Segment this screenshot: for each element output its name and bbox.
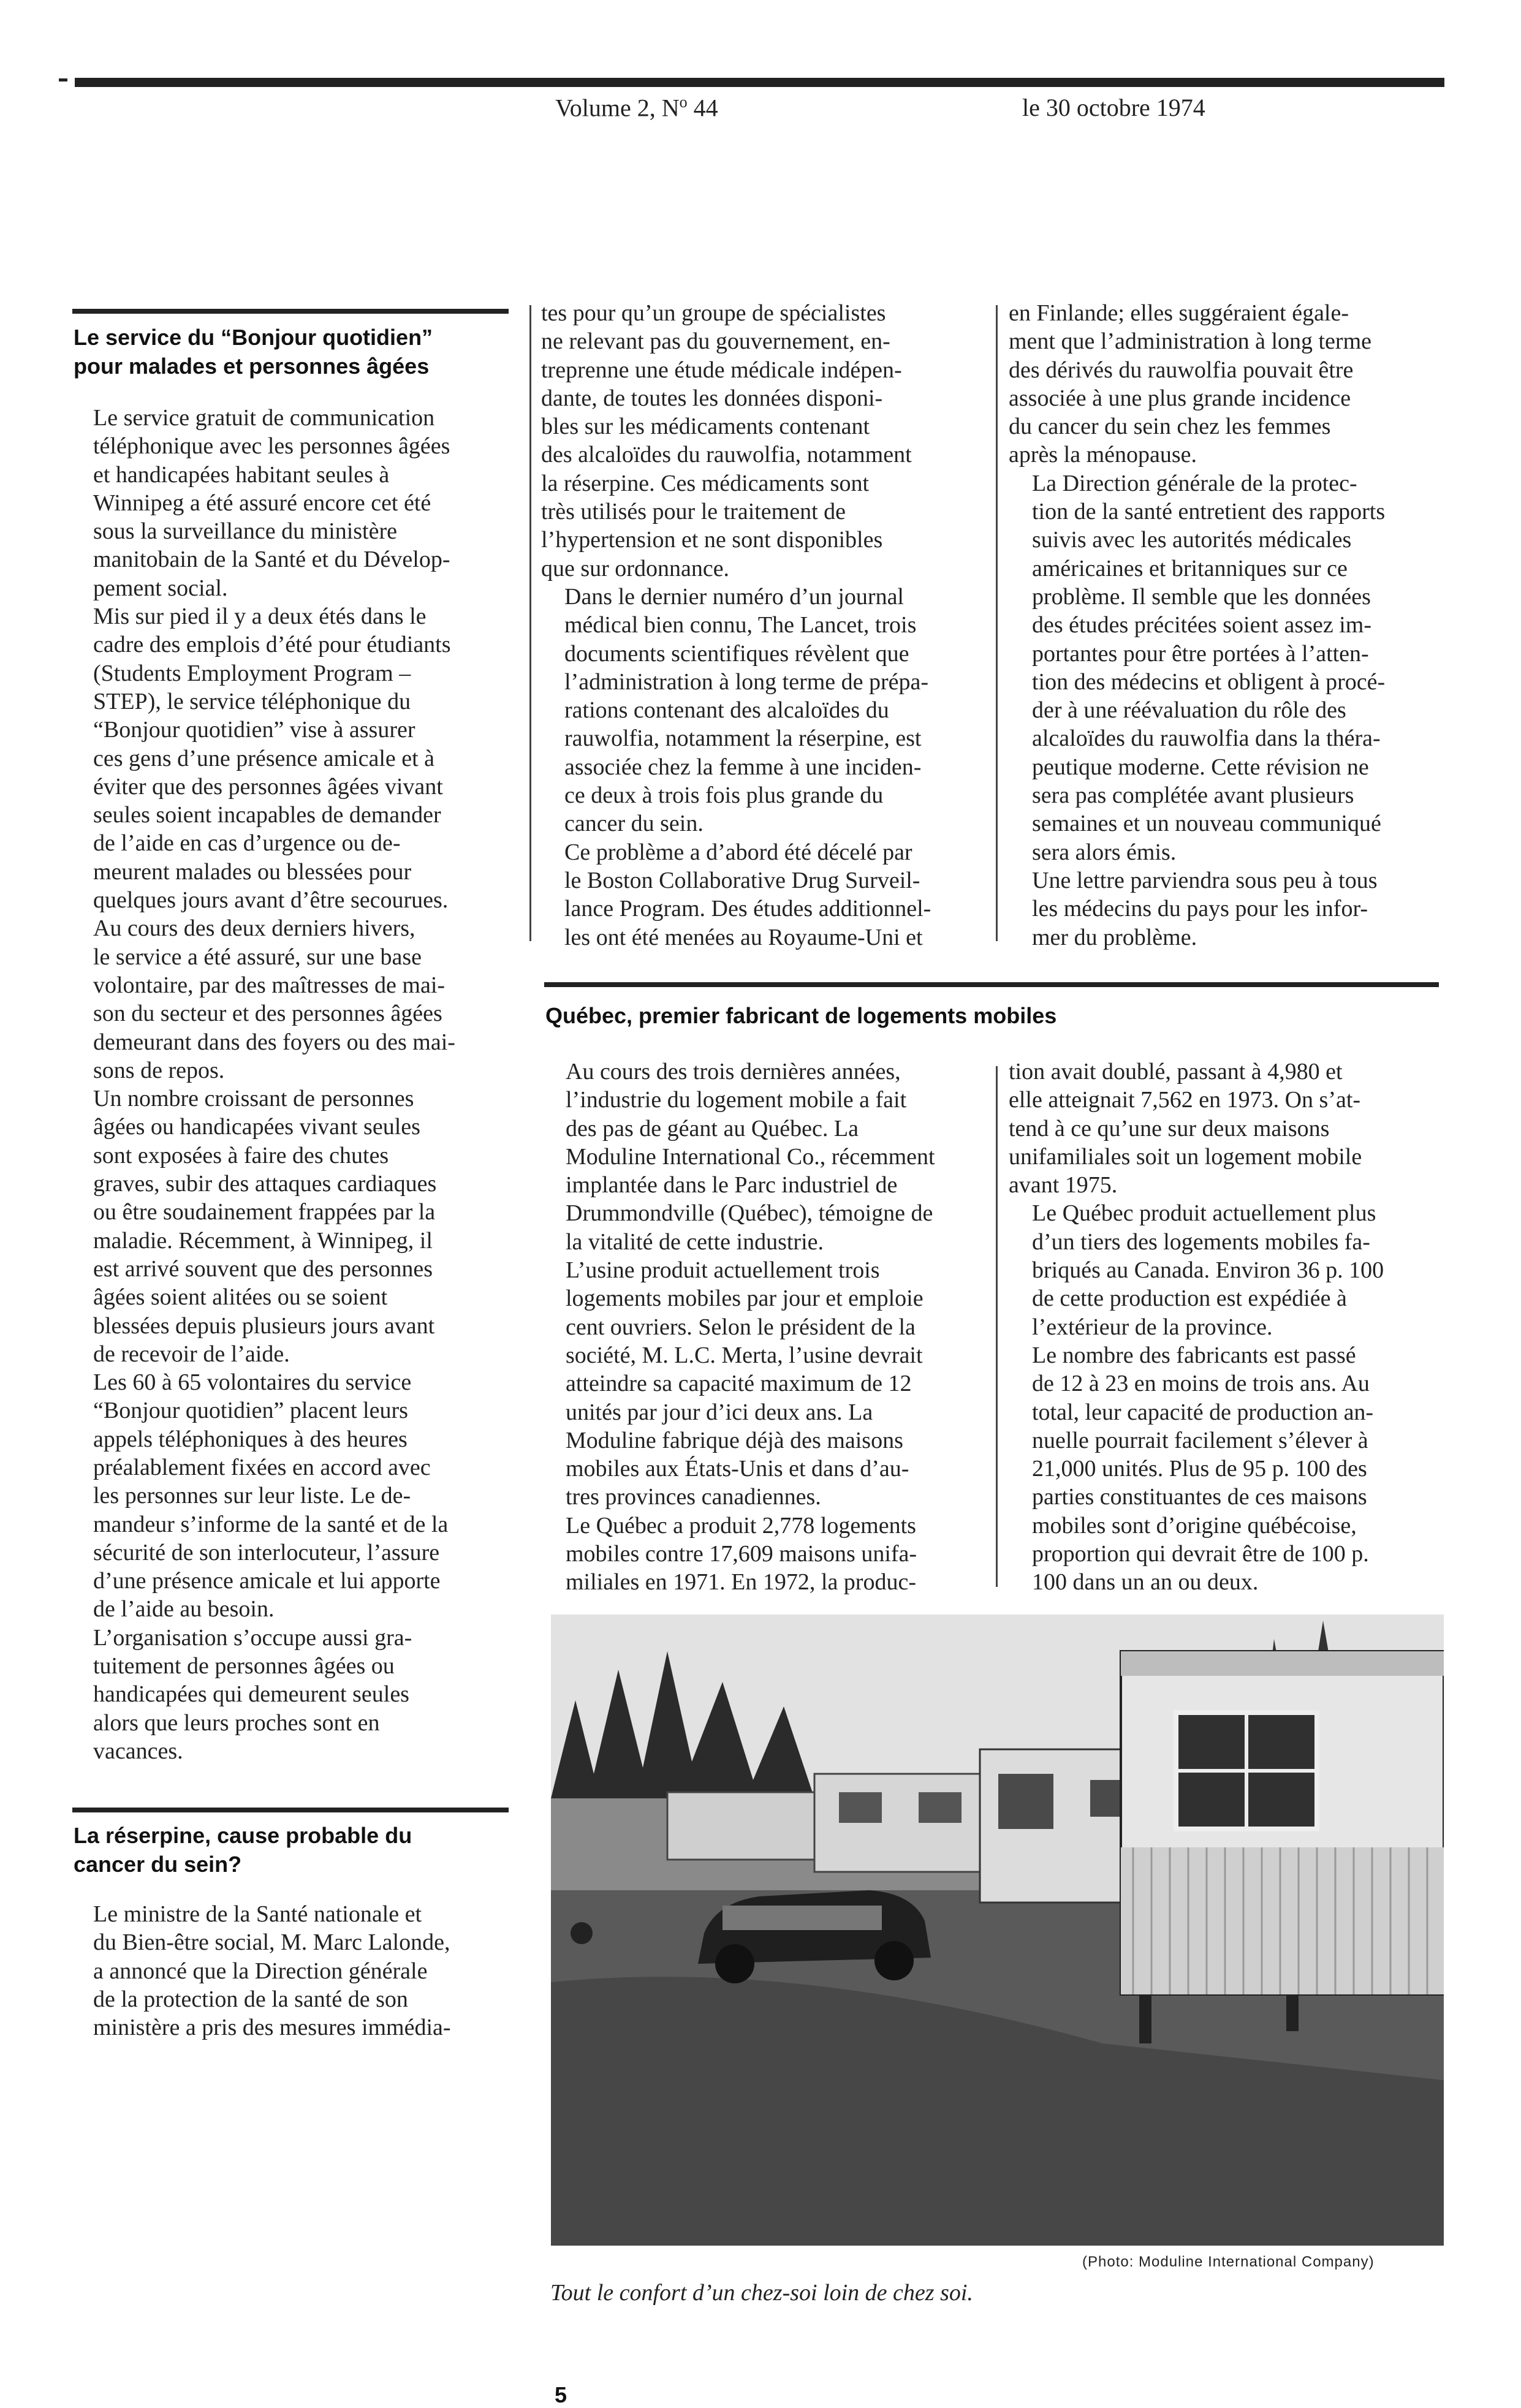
text-line: des alcaloïdes du rauwolfia, notamment bbox=[541, 442, 912, 468]
text-line: âgées ou handicapées vivant seules bbox=[93, 1114, 420, 1140]
paragraph bbox=[1009, 1058, 1456, 1199]
paragraph bbox=[541, 299, 988, 583]
text-line: Mis sur pied il y a deux étés dans le bbox=[93, 604, 427, 630]
text-line: d’une présence amicale et lui apporte bbox=[93, 1568, 441, 1594]
text-line: sera pas complétée avant plusieurs bbox=[1032, 782, 1354, 809]
text-line: associée chez la femme à une inciden- bbox=[564, 754, 922, 780]
text-line: mobiles contre 17,609 maisons unifa- bbox=[566, 1541, 917, 1567]
text-line: de la protection de la santé de son bbox=[93, 1986, 408, 2012]
photo-credit: (Photo: Moduline International Company) bbox=[1082, 2254, 1375, 2270]
text-line: briqués au Canada. Environ 36 p. 100 bbox=[1032, 1257, 1384, 1284]
paragraph bbox=[70, 1900, 523, 2042]
text-line: société, M. L.C. Merta, l’usine devrait bbox=[566, 1342, 923, 1368]
column-divider bbox=[529, 305, 531, 941]
article-body-reserpine-col1 bbox=[70, 1900, 523, 2042]
article-rule bbox=[72, 309, 509, 314]
text-line: quelques jours avant d’être secourues. bbox=[93, 887, 449, 914]
text-line: Ce problème a d’abord été décelé par bbox=[564, 839, 912, 865]
text-line: elle atteignait 7,562 en 1973. On s’at- bbox=[1009, 1087, 1361, 1113]
column-divider bbox=[996, 1066, 998, 1587]
text-line: tes pour qu’un groupe de spécialistes bbox=[541, 300, 886, 326]
article-body-bonjour bbox=[70, 404, 523, 1765]
paragraph bbox=[70, 1624, 523, 1765]
article-title-reserpine: La réserpine, cause probable du cancer du sein? bbox=[74, 1823, 412, 1877]
photo-mobile-homes bbox=[551, 1615, 1444, 2246]
text-line: dante, de toutes les données disponi- bbox=[541, 385, 883, 411]
article-title-quebec: Québec, premier fabricant de logements mobiles bbox=[545, 1003, 1057, 1028]
paragraph bbox=[541, 838, 988, 952]
text-line: meurent malades ou blessées pour bbox=[93, 858, 412, 885]
text-line: la vitalité de cette industrie. bbox=[566, 1229, 824, 1255]
text-line: Le service gratuit de communication bbox=[93, 405, 435, 431]
text-line: La Direction générale de la protec- bbox=[1032, 470, 1357, 496]
text-line: alors que leurs proches sont en bbox=[93, 1709, 380, 1736]
text-line: demeurant dans des foyers ou des mai- bbox=[93, 1029, 455, 1055]
mobile-homes-illustration bbox=[551, 1615, 1444, 2246]
paragraph bbox=[70, 602, 523, 914]
text-line: seules soient incapables de demander bbox=[93, 802, 441, 828]
text-line: alcaloïdes du rauwolfia dans la théra- bbox=[1032, 725, 1381, 752]
text-line: unités par jour d’ici deux ans. La bbox=[566, 1399, 873, 1425]
text-line: les médecins du pays pour les infor- bbox=[1032, 896, 1368, 922]
text-line: tend à ce qu’une sur deux maisons bbox=[1009, 1115, 1330, 1142]
text-line: d’un tiers des logements mobiles fa- bbox=[1032, 1229, 1370, 1255]
text-line: préalablement fixées en accord avec bbox=[93, 1454, 431, 1480]
article-rule bbox=[72, 1808, 509, 1812]
text-line: a annoncé que la Direction générale bbox=[93, 1958, 428, 1984]
column-divider bbox=[996, 305, 998, 941]
text-line: est arrivé souvent que des personnes bbox=[93, 1255, 433, 1282]
text-line: 21,000 unités. Plus de 95 p. 100 des bbox=[1032, 1456, 1367, 1482]
page-number: 5 bbox=[555, 2382, 567, 2407]
text-line: manitobain de la Santé et du Dévelop- bbox=[93, 547, 450, 573]
text-line: semaines et un nouveau communiqué bbox=[1032, 811, 1381, 837]
paragraph bbox=[1009, 469, 1456, 866]
text-line: Moduline International Co., récemment bbox=[566, 1143, 935, 1170]
text-line: mandeur s’informe de la santé et de la bbox=[93, 1511, 449, 1537]
text-line: ce deux à trois fois plus grande du bbox=[564, 782, 884, 809]
paragraph bbox=[1009, 299, 1456, 469]
text-line: médical bien connu, The Lancet, trois bbox=[564, 612, 917, 638]
issue-date: le 30 octobre 1974 bbox=[1022, 94, 1205, 121]
text-line: sera alors émis. bbox=[1032, 839, 1177, 865]
text-line: que sur ordonnance. bbox=[541, 555, 730, 581]
text-line: ces gens d’une présence amicale et à bbox=[93, 745, 435, 771]
text-line: Au cours des deux derniers hivers, bbox=[93, 915, 415, 942]
text-line: STEP), le service téléphonique du bbox=[93, 688, 411, 714]
photo-caption: Tout le confort d’un chez-soi loin de chez soi. bbox=[550, 2280, 973, 2306]
text-line: lance Program. Des études additionnel- bbox=[564, 896, 931, 922]
text-line: suivis avec les autorités médicales bbox=[1032, 527, 1352, 553]
text-line: des pas de géant au Québec. La bbox=[566, 1115, 859, 1142]
text-line: sécurité de son interlocuteur, l’assure bbox=[93, 1539, 440, 1566]
text-line: de cette production est expédiée à bbox=[1032, 1285, 1347, 1312]
text-line: Le ministre de la Santé nationale et bbox=[93, 1901, 422, 1927]
paragraph bbox=[542, 1256, 990, 1512]
text-line: graves, subir des attaques cardiaques bbox=[93, 1171, 437, 1197]
text-line: vacances. bbox=[93, 1738, 183, 1764]
paragraph bbox=[1009, 866, 1456, 952]
text-line: des études précitées soient assez im- bbox=[1032, 612, 1371, 638]
text-line: sons de repos. bbox=[93, 1057, 225, 1083]
text-line: pement social. bbox=[93, 575, 228, 601]
text-line: sous la surveillance du ministère bbox=[93, 518, 397, 545]
text-line: tres provinces canadiennes. bbox=[566, 1484, 821, 1510]
text-line: associée à une plus grande incidence bbox=[1009, 385, 1351, 411]
text-line: handicapées qui demeurent seules bbox=[93, 1681, 409, 1708]
text-line: ment que l’administration à long terme bbox=[1009, 328, 1372, 355]
text-line: “Bonjour quotidien” vise à assurer bbox=[93, 717, 415, 743]
text-line: ne relevant pas du gouvernement, en- bbox=[541, 328, 890, 355]
text-line: éviter que des personnes âgées vivant bbox=[93, 773, 443, 800]
text-line: les personnes sur leur liste. Le de- bbox=[93, 1483, 411, 1509]
article-body-quebec-col2 bbox=[1009, 1058, 1456, 1597]
text-line: tion de la santé entretient des rapports bbox=[1032, 499, 1386, 525]
text-line: bles sur les médicaments contenant bbox=[541, 414, 870, 440]
text-line: total, leur capacité de production an- bbox=[1032, 1399, 1374, 1425]
text-line: l’hypertension et ne sont disponibles bbox=[541, 527, 883, 553]
issue-number: Volume 2, $N^o$ 44 bbox=[555, 93, 718, 122]
text-line: cadre des emplois d’été pour étudiants bbox=[93, 632, 451, 658]
text-line: tion des médecins et obligent à procé- bbox=[1032, 668, 1386, 695]
text-line: de 12 à 23 en moins de trois ans. Au bbox=[1032, 1371, 1370, 1397]
text-line: Le Québec produit actuellement plus bbox=[1032, 1200, 1376, 1227]
paragraph bbox=[1009, 1341, 1456, 1597]
text-line: l’extérieur de la province. bbox=[1032, 1314, 1273, 1340]
text-line: américaines et britanniques sur ce bbox=[1032, 555, 1348, 581]
text-line: cent ouvriers. Selon le président de la bbox=[566, 1314, 916, 1340]
text-line: logements mobiles par jour et emploie bbox=[566, 1285, 924, 1312]
text-line: Les 60 à 65 volontaires du service bbox=[93, 1369, 412, 1396]
text-line: Drummondville (Québec), témoigne de bbox=[566, 1200, 933, 1227]
article-body-reserpine-col2 bbox=[541, 299, 988, 952]
text-line: après la ménopause. bbox=[1009, 442, 1197, 468]
text-line: l’industrie du logement mobile a fait bbox=[566, 1087, 907, 1113]
text-line: Dans le dernier numéro d’un journal bbox=[564, 583, 904, 610]
text-line: Moduline fabrique déjà des maisons bbox=[566, 1427, 903, 1453]
text-line: la réserpine. Ces médicaments sont bbox=[541, 470, 870, 496]
text-line: et handicapées habitant seules à bbox=[93, 461, 390, 488]
text-line: proportion qui devrait être de 100 p. bbox=[1032, 1541, 1369, 1567]
text-line: sont exposées à faire des chutes bbox=[93, 1142, 389, 1168]
text-line: 100 dans un an ou deux. bbox=[1032, 1569, 1259, 1596]
text-line: des dérivés du rauwolfia pouvait être bbox=[1009, 357, 1354, 383]
text-line: rauwolfia, notamment la réserpine, est bbox=[564, 725, 922, 752]
text-line: l’administration à long terme de prépa- bbox=[564, 668, 929, 695]
article-rule bbox=[544, 982, 1439, 987]
text-line: en Finlande; elles suggéraient égale- bbox=[1009, 300, 1349, 326]
article-body-reserpine-col3 bbox=[1009, 299, 1456, 952]
text-line: du Bien-être social, M. Marc Lalonde, bbox=[93, 1929, 450, 1956]
text-line: documents scientifiques révèlent que bbox=[564, 640, 909, 667]
article-body-quebec-col1 bbox=[542, 1058, 990, 1597]
text-line: implantée dans le Parc industriel de bbox=[566, 1172, 898, 1198]
paragraph bbox=[542, 1512, 990, 1597]
paragraph bbox=[542, 1058, 990, 1256]
text-line: du cancer du sein chez les femmes bbox=[1009, 414, 1331, 440]
text-line: son du secteur et des personnes âgées bbox=[93, 1001, 442, 1027]
text-line: Une lettre parviendra sous peu à tous bbox=[1032, 867, 1378, 893]
text-line: très utilisés pour le traitement de bbox=[541, 499, 846, 525]
text-line: unifamiliales soit un logement mobile bbox=[1009, 1143, 1362, 1170]
text-line: le service a été assuré, sur une base bbox=[93, 944, 422, 970]
text-line: rations contenant des alcaloïdes du bbox=[564, 697, 889, 724]
text-line: mobiles aux États-Unis et dans d’au- bbox=[566, 1456, 909, 1482]
text-line: les ont été menées au Royaume-Uni et bbox=[564, 924, 923, 950]
paragraph bbox=[1009, 1199, 1456, 1341]
text-line: téléphonique avec les personnes âgées bbox=[93, 433, 450, 460]
text-line: tion avait doublé, passant à 4,980 et bbox=[1009, 1059, 1343, 1085]
text-line: le Boston Collaborative Drug Surveil- bbox=[564, 867, 920, 893]
text-line: ou être soudainement frappées par la bbox=[93, 1199, 436, 1225]
text-line: portantes pour être portées à l’atten- bbox=[1032, 640, 1369, 667]
text-line: Un nombre croissant de personnes bbox=[93, 1086, 414, 1112]
text-line: blessées depuis plusieurs jours avant bbox=[93, 1312, 435, 1339]
text-line: atteindre sa capacité maximum de 12 bbox=[566, 1371, 912, 1397]
paragraph bbox=[541, 583, 988, 838]
paragraph bbox=[70, 404, 523, 602]
text-line: tuitement de personnes âgées ou bbox=[93, 1653, 395, 1679]
paragraph bbox=[70, 1085, 523, 1368]
text-line: parties constituantes de ces maisons bbox=[1032, 1484, 1367, 1510]
paragraph bbox=[70, 1368, 523, 1624]
masthead-rule bbox=[75, 78, 1444, 87]
text-line: Winnipeg a été assuré encore cet été bbox=[93, 490, 431, 516]
text-line: der à une réévaluation du rôle des bbox=[1032, 697, 1346, 724]
text-line: peutique moderne. Cette révision ne bbox=[1032, 754, 1369, 780]
text-line: appels téléphoniques à des heures bbox=[93, 1426, 408, 1452]
scan-mark bbox=[59, 78, 67, 81]
text-line: Le nombre des fabricants est passé bbox=[1032, 1342, 1356, 1368]
text-line: L’organisation s’occupe aussi gra- bbox=[93, 1624, 412, 1651]
paragraph bbox=[70, 914, 523, 1085]
text-line: problème. Il semble que les données bbox=[1032, 583, 1371, 610]
text-line: mer du problème. bbox=[1032, 924, 1197, 950]
text-line: volontaire, par des maîtresses de mai- bbox=[93, 972, 446, 998]
article-title-bonjour: Le service du “Bonjour quotidien” pour malades et personnes âgées bbox=[74, 325, 433, 379]
text-line: mobiles sont d’origine québécoise, bbox=[1032, 1512, 1357, 1539]
text-line: miliales en 1971. En 1972, la produc- bbox=[566, 1569, 916, 1596]
text-line: de l’aide au besoin. bbox=[93, 1596, 275, 1622]
text-line: de l’aide en cas d’urgence ou de- bbox=[93, 830, 401, 857]
text-line: âgées soient alitées ou se soient bbox=[93, 1284, 388, 1311]
text-line: (Students Employment Program – bbox=[93, 660, 411, 686]
text-line: Le Québec a produit 2,778 logements bbox=[566, 1512, 916, 1539]
text-line: Au cours des trois dernières années, bbox=[566, 1059, 901, 1085]
text-line: cancer du sein. bbox=[564, 811, 704, 837]
text-line: maladie. Récemment, à Winnipeg, il bbox=[93, 1227, 433, 1254]
text-line: nuelle pourrait facilement s’élever à bbox=[1032, 1427, 1368, 1453]
text-line: ministère a pris des mesures immédia- bbox=[93, 2015, 451, 2041]
text-line: L’usine produit actuellement trois bbox=[566, 1257, 880, 1284]
text-line: avant 1975. bbox=[1009, 1172, 1118, 1198]
text-line: de recevoir de l’aide. bbox=[93, 1341, 290, 1367]
text-line: “Bonjour quotidien” placent leurs bbox=[93, 1398, 408, 1424]
text-line: treprenne une étude médicale indépen- bbox=[541, 357, 902, 383]
